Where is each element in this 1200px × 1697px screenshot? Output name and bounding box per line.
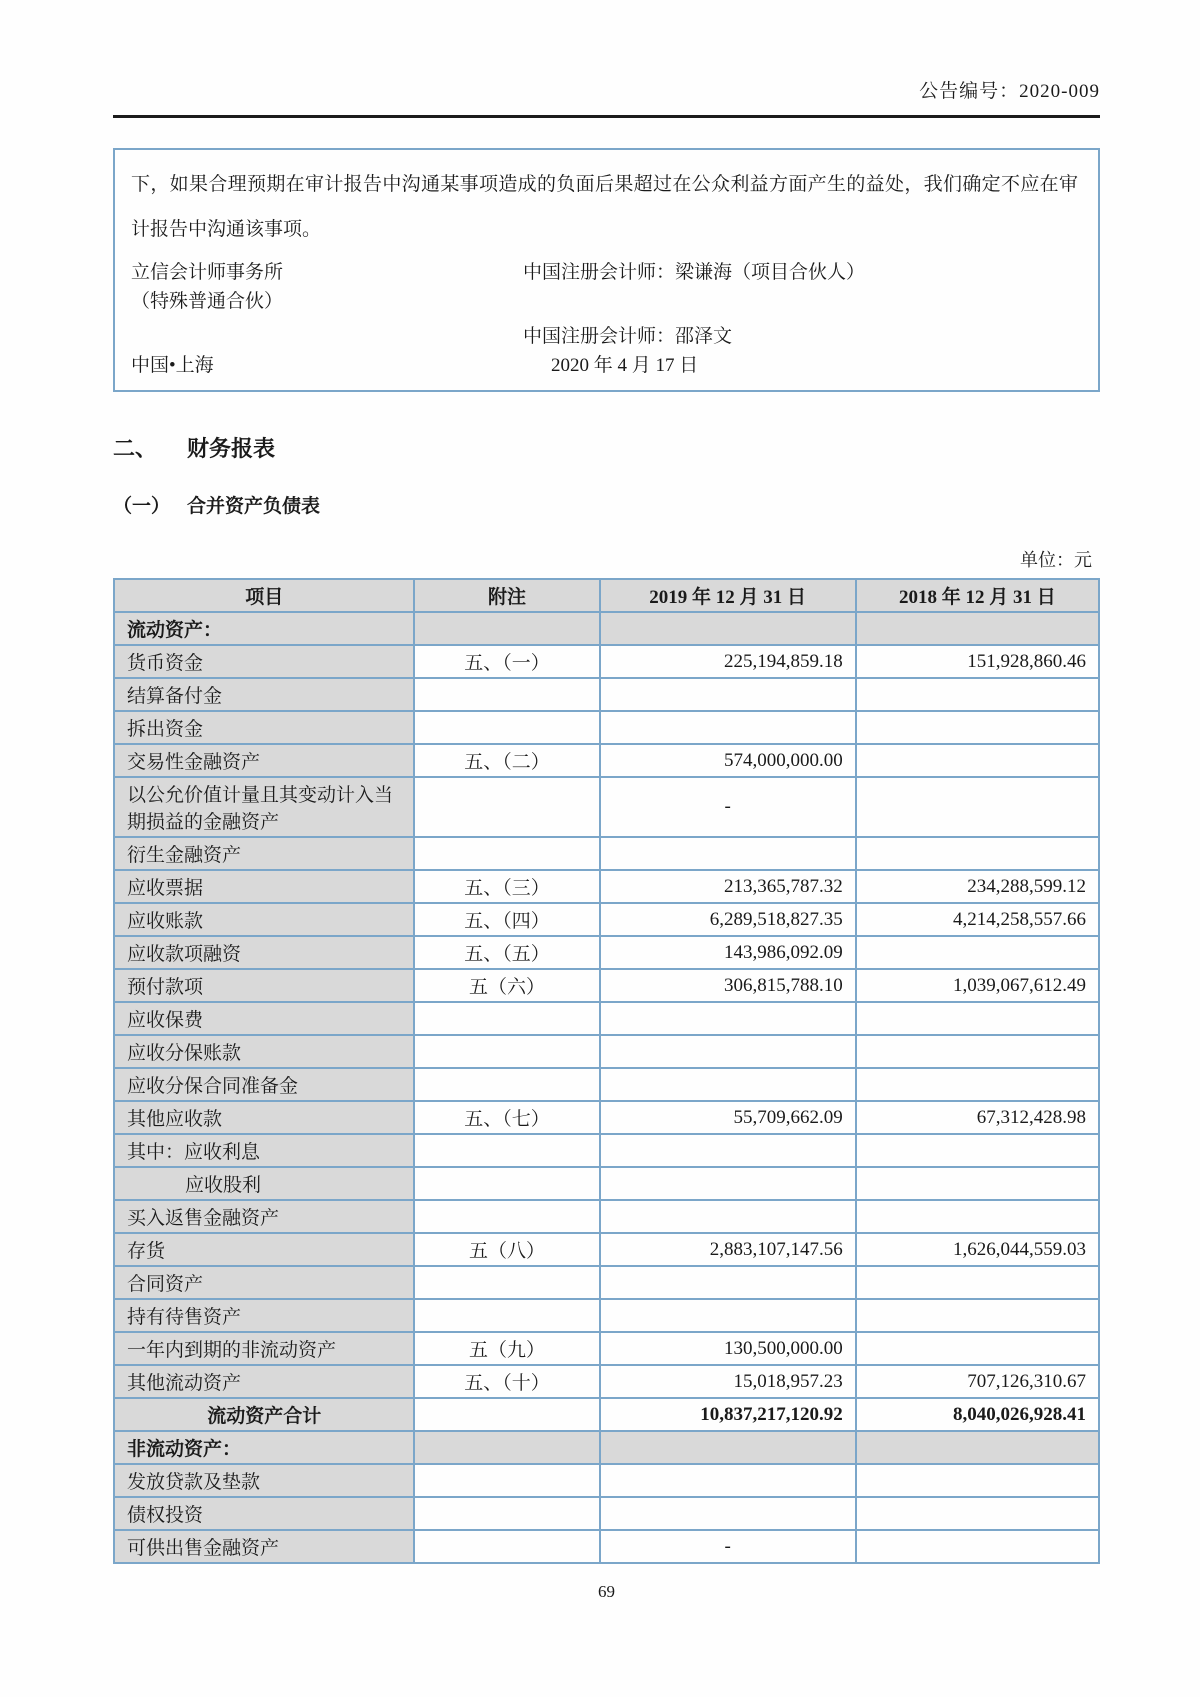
- value-2018-cell: 1,039,067,612.49: [856, 969, 1099, 1002]
- row-label-cell: 流动资产合计: [114, 1398, 414, 1431]
- value-2018-cell: [856, 1431, 1099, 1464]
- row-label-cell: 发放贷款及垫款: [114, 1464, 414, 1497]
- row-label-cell: 货币资金: [114, 645, 414, 678]
- value-2019-cell: [600, 1464, 856, 1497]
- table-row: [114, 744, 1099, 777]
- column-header: 2018 年 12 月 31 日: [856, 579, 1099, 612]
- value-2019-cell: [600, 837, 856, 870]
- value-2019-cell: [600, 1299, 856, 1332]
- table-row: [114, 936, 1099, 969]
- cpa-second: 中国注册会计师：邵泽文: [523, 326, 733, 347]
- value-2019-cell: 55,709,662.09: [600, 1101, 856, 1134]
- table-row: [114, 711, 1099, 744]
- value-2019-cell: [600, 1266, 856, 1299]
- table-row: [114, 1398, 1099, 1431]
- subsection-title: 合并资产负债表: [187, 496, 321, 517]
- doc-number: 公告编号：2020-009: [919, 81, 1100, 102]
- balance-sheet-header: [114, 579, 1099, 612]
- row-label-cell: 非流动资产：: [114, 1431, 414, 1464]
- note-cell: [414, 678, 599, 711]
- value-2019-cell: 130,500,000.00: [600, 1332, 856, 1365]
- value-2019-cell: -: [600, 1530, 856, 1563]
- note-cell: [414, 1299, 599, 1332]
- value-2019-cell: 574,000,000.00: [600, 744, 856, 777]
- table-row: [114, 678, 1099, 711]
- header-rule: [113, 115, 1100, 118]
- value-2019-cell: [600, 1431, 856, 1464]
- note-cell: [414, 1068, 599, 1101]
- table-row: [114, 612, 1099, 645]
- note-cell: [414, 1464, 599, 1497]
- sign-date: 2020 年 4 月 17 日: [551, 355, 699, 376]
- header-row: [114, 579, 1099, 612]
- table-row: [114, 903, 1099, 936]
- table-row: [114, 1002, 1099, 1035]
- value-2018-cell: [856, 1464, 1099, 1497]
- value-2019-cell: 10,837,217,120.92: [600, 1398, 856, 1431]
- row-label-cell: 应收账款: [114, 903, 414, 936]
- value-2018-cell: 707,126,310.67: [856, 1365, 1099, 1398]
- note-cell: 五、（一）: [414, 645, 599, 678]
- row-label-cell: 以公允价值计量且其变动计入当期损益的金融资产: [114, 777, 414, 837]
- row-label-cell: 其中：应收利息: [114, 1134, 414, 1167]
- note-cell: [414, 1002, 599, 1035]
- row-label-cell: 结算备付金: [114, 678, 414, 711]
- note-cell: 五（六）: [414, 969, 599, 1002]
- value-2018-cell: [856, 744, 1099, 777]
- row-label-cell: 持有待售资产: [114, 1299, 414, 1332]
- row-label-cell: 应收票据: [114, 870, 414, 903]
- table-row: [114, 969, 1099, 1002]
- audit-conclusion-box: [113, 148, 1100, 392]
- value-2019-cell: [600, 1035, 856, 1068]
- table-row: [114, 837, 1099, 870]
- note-cell: 五、（五）: [414, 936, 599, 969]
- note-cell: 五、（四）: [414, 903, 599, 936]
- value-2019-cell: [600, 1134, 856, 1167]
- value-2019-cell: 213,365,787.32: [600, 870, 856, 903]
- row-label-cell: 应收款项融资: [114, 936, 414, 969]
- value-2018-cell: [856, 1134, 1099, 1167]
- row-label-cell: 一年内到期的非流动资产: [114, 1332, 414, 1365]
- row-label-cell: 流动资产：: [114, 612, 414, 645]
- value-2018-cell: 67,312,428.98: [856, 1101, 1099, 1134]
- value-2019-cell: [600, 612, 856, 645]
- value-2018-cell: 234,288,599.12: [856, 870, 1099, 903]
- row-label-cell: 合同资产: [114, 1266, 414, 1299]
- table-row: [114, 1101, 1099, 1134]
- note-cell: [414, 1497, 599, 1530]
- note-cell: [414, 1431, 599, 1464]
- row-label-cell: 拆出资金: [114, 711, 414, 744]
- row-label-cell: 预付款项: [114, 969, 414, 1002]
- value-2018-cell: [856, 678, 1099, 711]
- note-cell: 五、（二）: [414, 744, 599, 777]
- firm-location: 中国•上海: [131, 355, 214, 376]
- table-row: [114, 1167, 1099, 1200]
- note-cell: [414, 1266, 599, 1299]
- value-2019-cell: -: [600, 777, 856, 837]
- firm-type: （特殊普通合伙）: [131, 291, 284, 312]
- table-row: [114, 1299, 1099, 1332]
- row-label-cell: 衍生金融资产: [114, 837, 414, 870]
- row-label-cell: 应收分保合同准备金: [114, 1068, 414, 1101]
- value-2018-cell: [856, 1299, 1099, 1332]
- row-label-cell: 债权投资: [114, 1497, 414, 1530]
- value-2018-cell: [856, 936, 1099, 969]
- page-number: 69: [598, 1582, 615, 1601]
- value-2018-cell: 4,214,258,557.66: [856, 903, 1099, 936]
- note-cell: [414, 1134, 599, 1167]
- unit-label: 单位：元: [1020, 550, 1092, 570]
- table-row: [114, 870, 1099, 903]
- value-2018-cell: [856, 1035, 1099, 1068]
- value-2018-cell: [856, 612, 1099, 645]
- note-cell: [414, 612, 599, 645]
- section-number: 二、: [113, 436, 158, 461]
- table-row: [114, 1530, 1099, 1563]
- table-row: [114, 1233, 1099, 1266]
- row-label-cell: 交易性金融资产: [114, 744, 414, 777]
- value-2018-cell: [856, 1068, 1099, 1101]
- value-2018-cell: 1,626,044,559.03: [856, 1233, 1099, 1266]
- value-2018-cell: 151,928,860.46: [856, 645, 1099, 678]
- value-2018-cell: [856, 1497, 1099, 1530]
- row-label-cell: 应收保费: [114, 1002, 414, 1035]
- row-label-cell: 其他流动资产: [114, 1365, 414, 1398]
- value-2019-cell: 143,986,092.09: [600, 936, 856, 969]
- note-cell: [414, 1200, 599, 1233]
- row-label-cell: 其他应收款: [114, 1101, 414, 1134]
- note-cell: [414, 711, 599, 744]
- note-cell: 五、（七）: [414, 1101, 599, 1134]
- value-2018-cell: [856, 777, 1099, 837]
- row-label-cell: 应收分保账款: [114, 1035, 414, 1068]
- row-label-cell: 可供出售金融资产: [114, 1530, 414, 1563]
- value-2018-cell: [856, 711, 1099, 744]
- subsection-heading-balance-sheet: [113, 491, 1100, 518]
- table-row: [114, 777, 1099, 837]
- value-2018-cell: [856, 1200, 1099, 1233]
- row-label-cell: 应收股利: [114, 1167, 414, 1200]
- value-2019-cell: 15,018,957.23: [600, 1365, 856, 1398]
- note-cell: [414, 1035, 599, 1068]
- note-cell: 五（八）: [414, 1233, 599, 1266]
- table-row: [114, 1431, 1099, 1464]
- table-row: [114, 1035, 1099, 1068]
- section-heading-financial-statements: [113, 432, 1100, 463]
- column-header: 项目: [114, 579, 414, 612]
- note-cell: [414, 1398, 599, 1431]
- value-2018-cell: [856, 1332, 1099, 1365]
- value-2018-cell: [856, 1167, 1099, 1200]
- row-label-cell: 买入返售金融资产: [114, 1200, 414, 1233]
- signature-area: [131, 258, 1078, 380]
- value-2019-cell: [600, 1167, 856, 1200]
- table-row: [114, 1464, 1099, 1497]
- table-row: [114, 1134, 1099, 1167]
- audit-paragraph: 下，如果合理预期在审计报告中沟通某事项造成的负面后果超过在公众利益方面产生的益处，我们确定不应在审计报告中沟通该事项。: [131, 174, 1078, 240]
- table-row: [114, 645, 1099, 678]
- note-cell: [414, 1530, 599, 1563]
- balance-sheet-table: [113, 578, 1100, 1564]
- note-cell: 五、（三）: [414, 870, 599, 903]
- firm-name: 立信会计师事务所: [131, 262, 284, 283]
- value-2019-cell: [600, 1200, 856, 1233]
- note-cell: [414, 777, 599, 837]
- table-row: [114, 1332, 1099, 1365]
- cpa-partner: 中国注册会计师：梁谦海（项目合伙人）: [523, 262, 866, 283]
- value-2019-cell: 225,194,859.18: [600, 645, 856, 678]
- value-2019-cell: 306,815,788.10: [600, 969, 856, 1002]
- table-row: [114, 1200, 1099, 1233]
- table-row: [114, 1365, 1099, 1398]
- value-2018-cell: [856, 1266, 1099, 1299]
- value-2018-cell: 8,040,026,928.41: [856, 1398, 1099, 1431]
- value-2018-cell: [856, 1530, 1099, 1563]
- column-header: 2019 年 12 月 31 日: [600, 579, 856, 612]
- value-2019-cell: [600, 711, 856, 744]
- note-cell: 五（九）: [414, 1332, 599, 1365]
- row-label-cell: 存货: [114, 1233, 414, 1266]
- value-2019-cell: [600, 1002, 856, 1035]
- subsection-number: （一）: [113, 496, 171, 517]
- value-2019-cell: 6,289,518,827.35: [600, 903, 856, 936]
- balance-sheet-body: [114, 612, 1099, 1563]
- value-2018-cell: [856, 1002, 1099, 1035]
- value-2019-cell: 2,883,107,147.56: [600, 1233, 856, 1266]
- note-cell: [414, 837, 599, 870]
- table-row: [114, 1497, 1099, 1530]
- section-title: 财务报表: [187, 436, 276, 461]
- value-2019-cell: [600, 1068, 856, 1101]
- table-row: [114, 1266, 1099, 1299]
- value-2018-cell: [856, 837, 1099, 870]
- value-2019-cell: [600, 678, 856, 711]
- table-row: [114, 1068, 1099, 1101]
- value-2019-cell: [600, 1497, 856, 1530]
- note-cell: 五、（十）: [414, 1365, 599, 1398]
- column-header: 附注: [414, 579, 599, 612]
- note-cell: [414, 1167, 599, 1200]
